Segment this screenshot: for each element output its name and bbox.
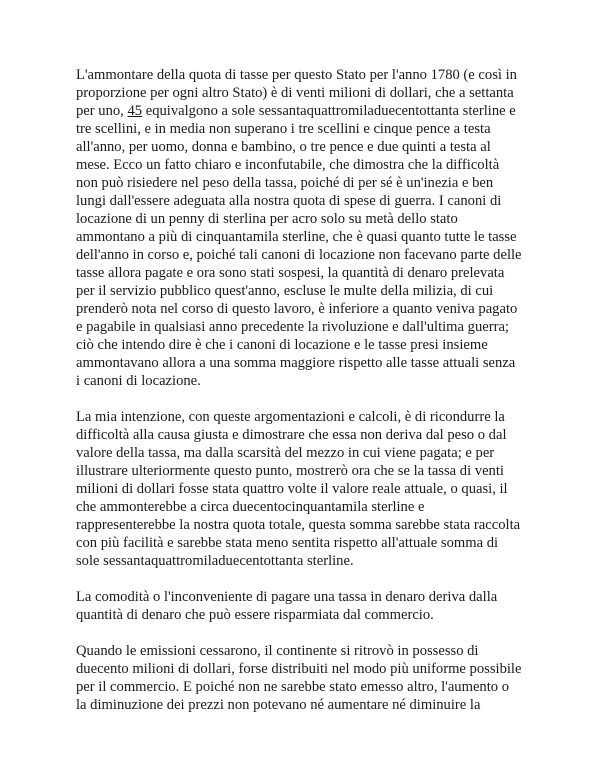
text-fragment: per uno, <box>76 103 128 119</box>
text-line: dell'anno in corso e, poiché tali canoni di locazione non facevano parte delle <box>76 247 522 263</box>
text-line: quantità di denaro che può essere risparmiata dal commercio. <box>76 607 434 623</box>
text-line: Quando le emissioni cessarono, il continente si ritrovò in possesso di <box>76 643 479 659</box>
text-line: i canoni di locazione. <box>76 373 201 389</box>
paragraph-1 <box>76 66 526 390</box>
text-line-with-footnote <box>76 102 526 120</box>
text-line: difficoltà alla causa giusta e dimostrare che essa non deriva dal peso o dal <box>76 427 507 443</box>
text-line: per il servizio pubblico quest'anno, escluse le multe della milizia, di cui <box>76 283 494 299</box>
text-line: mese. Ecco un fatto chiaro e inconfutabile, che dimostra che la difficoltà <box>76 157 500 173</box>
text-line: proporzione per ogni altro Stato) è di venti milioni di dollari, che a settanta <box>76 85 514 101</box>
text-line: tre scellini, e in media non superano i tre scellini e cinque pence a testa <box>76 121 491 137</box>
text-line: L'ammontare della quota di tasse per questo Stato per l'anno 1780 (e così in <box>76 67 517 83</box>
text-line: illustrare ulteriormente questo punto, mostrerò ora che se la tassa di venti <box>76 463 504 479</box>
paragraph-4 <box>76 642 526 714</box>
text-line: prenderò nota nel corso di questo lavoro, è inferiore a quanto veniva pagato <box>76 301 518 317</box>
text-line: lungi dall'essere adeguata alla nostra quota di spese di guerra. I canoni di <box>76 193 502 209</box>
text-line: con più facilità e sarebbe stata meno sentita rispetto all'attuale somma di <box>76 535 499 551</box>
text-line: rappresenterebbe la nostra quota totale, questa somma sarebbe stata raccolta <box>76 517 521 533</box>
text-line: per il commercio. E poiché non ne sarebbe stato emesso altro, l'aumento o <box>76 679 510 695</box>
text-line: non può risiedere nel peso della tassa, poiché di per sé è un'inezia e ben <box>76 175 494 191</box>
text-line: all'anno, per uomo, donna e bambino, o tre pence e due quinti a testa al <box>76 139 491 155</box>
paragraph-3 <box>76 588 526 624</box>
text-line: milioni di dollari fosse stata quattro volte il valore reale attuale, o quasi, il <box>76 481 508 497</box>
footnote-reference-link[interactable]: 45 <box>127 103 143 119</box>
text-line: La mia intenzione, con queste argomentazioni e calcoli, è di ricondurre la <box>76 409 505 425</box>
text-line: sole sessantaquattromiladuecentottanta sterline. <box>76 553 354 569</box>
text-line: che ammonterebbe a circa duecentocinquantamila sterline e <box>76 499 425 515</box>
text-line: tasse allora pagate e ora sono stati sospesi, la quantità di denaro prelevata <box>76 265 505 281</box>
document-page <box>76 66 526 732</box>
text-fragment: equivalgono a sole sessantaquattromiladuecentottanta sterline e <box>142 103 516 119</box>
text-line: ammontano a più di cinquantamila sterline, che è quasi quanto tutte le tasse <box>76 229 517 245</box>
text-line: valore della tassa, ma dalla scarsità del mezzo in cui viene pagata; e per <box>76 445 495 461</box>
paragraph-2 <box>76 408 526 570</box>
text-line: locazione di un penny di sterlina per acro solo su metà dello stato <box>76 211 458 227</box>
text-line: La comodità o l'inconveniente di pagare una tassa in denaro deriva dalla <box>76 589 498 605</box>
text-line: duecento milioni di dollari, forse distribuiti nel modo più uniforme possibile <box>76 661 522 677</box>
text-line: ammontavano allora a una somma maggiore rispetto alle tasse attuali senza <box>76 355 516 371</box>
text-line: ciò che intendo dire è che i canoni di locazione e le tasse presi insieme <box>76 337 488 353</box>
text-line: la diminuzione dei prezzi non potevano né aumentare né diminuire la <box>76 697 481 713</box>
text-line: e pagabile in qualsiasi anno precedente la rivoluzione e dall'ultima guerra; <box>76 319 509 335</box>
